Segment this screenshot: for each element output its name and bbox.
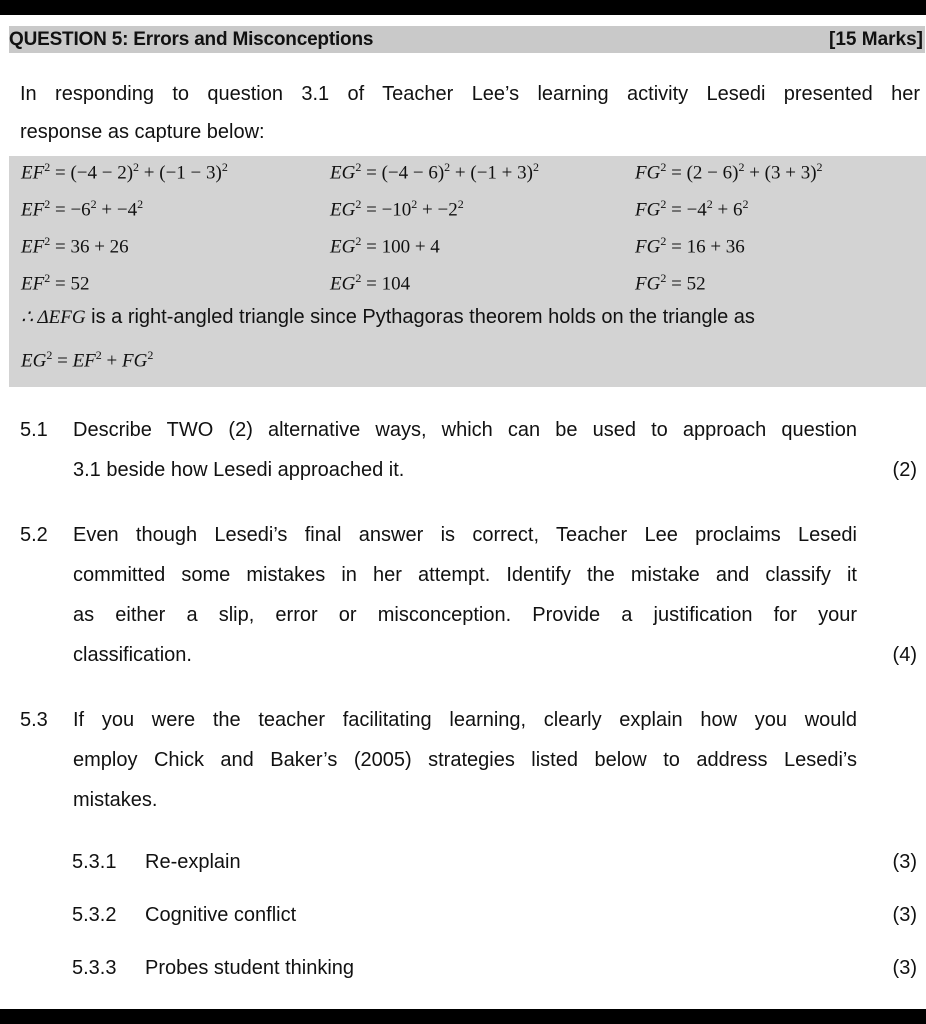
question-line: Describe TWO (2) alternative ways, which can be used to approach question xyxy=(73,419,857,441)
ef-step-4: $EF^2 = 52$ xyxy=(21,271,90,295)
question-line: If you were the teacher facilitating learning, clearly explain how you would xyxy=(73,709,857,731)
subquestion-label: Cognitive conflict xyxy=(145,904,297,926)
question-text xyxy=(73,700,857,820)
question-marks: (4) xyxy=(892,644,917,666)
question-number: 5.2 xyxy=(20,524,48,546)
conclusion-symbol: ∴ ΔEFG xyxy=(21,307,86,328)
question-number: 5.1 xyxy=(20,419,48,441)
question-line: classification. xyxy=(73,644,192,666)
question-text xyxy=(73,410,857,490)
eg-step-4: $EG^2 = 104$ xyxy=(330,271,411,295)
document-page xyxy=(0,15,926,1009)
fg-step-2: $FG^2 = -4^2 + 6^2$ xyxy=(635,197,749,221)
intro-line-2: response as capture below: xyxy=(20,121,265,143)
subquestion-label: Re-explain xyxy=(145,851,241,873)
subquestion-5-3-2 xyxy=(72,900,920,930)
question-title: QUESTION 5: Errors and Misconceptions xyxy=(9,29,374,50)
eg-step-3: $EG^2 = 100 + 4$ xyxy=(330,234,440,258)
question-line: as either a slip, error or misconception. Provide a justification for your xyxy=(73,604,857,626)
fg-step-4: $FG^2 = 52$ xyxy=(635,271,706,295)
ef-step-1: $EF^2 = (-4 - 2)^2 + (-1 - 3)^2$ xyxy=(21,160,228,184)
subquestion-number: 5.3.1 xyxy=(72,851,117,873)
ef-step-2: $EF^2 = -6^2 + -4^2$ xyxy=(21,197,144,221)
question-5-3 xyxy=(20,700,920,820)
subquestion-number: 5.3.3 xyxy=(72,957,117,979)
intro-paragraph xyxy=(20,75,920,151)
question-number: 5.3 xyxy=(20,709,48,731)
subquestion-marks: (3) xyxy=(892,957,917,979)
conclusion-text: is a right-angled triangle since Pythagoras theorem holds on the triangle as xyxy=(85,306,755,328)
fg-step-3: $FG^2 = 16 + 36$ xyxy=(635,234,745,258)
intro-line-1: In responding to question 3.1 of Teacher Lee’s learning activity Lesedi presented her xyxy=(20,83,920,105)
question-line: employ Chick and Baker’s (2005) strategies listed below to address Lesedi’s xyxy=(73,749,857,771)
eg-step-1: $EG^2 = (-4 - 6)^2 + (-1 + 3)^2$ xyxy=(330,160,539,184)
subquestion-label: Probes student thinking xyxy=(145,957,355,979)
total-marks: [15 Marks] xyxy=(829,29,923,50)
question-line: committed some mistakes in her attempt. Identify the mistake and classify it xyxy=(73,564,857,586)
conclusion-line xyxy=(21,306,755,329)
student-working-box xyxy=(9,156,926,387)
question-line: Even though Lesedi’s final answer is correct, Teacher Lee proclaims Lesedi xyxy=(73,524,857,546)
question-marks: (2) xyxy=(892,459,917,481)
subquestion-5-3-3 xyxy=(72,953,920,983)
question-line: 3.1 beside how Lesedi approached it. xyxy=(73,459,405,481)
fg-step-1: $FG^2 = (2 - 6)^2 + (3 + 3)^2$ xyxy=(635,160,823,184)
eg-step-2: $EG^2 = -10^2 + -2^2$ xyxy=(330,197,464,221)
conclusion-equation: $EG^2 = EF^2 + FG^2$ xyxy=(21,348,154,372)
question-5-2 xyxy=(20,515,920,675)
question-line: mistakes. xyxy=(73,789,158,811)
subquestion-number: 5.3.2 xyxy=(72,904,117,926)
question-header xyxy=(9,26,925,53)
ef-step-3: $EF^2 = 36 + 26$ xyxy=(21,234,129,258)
question-5-1 xyxy=(20,410,920,490)
subquestion-marks: (3) xyxy=(892,851,917,873)
question-text xyxy=(73,515,857,675)
subquestion-5-3-1 xyxy=(72,847,920,877)
subquestion-marks: (3) xyxy=(892,904,917,926)
